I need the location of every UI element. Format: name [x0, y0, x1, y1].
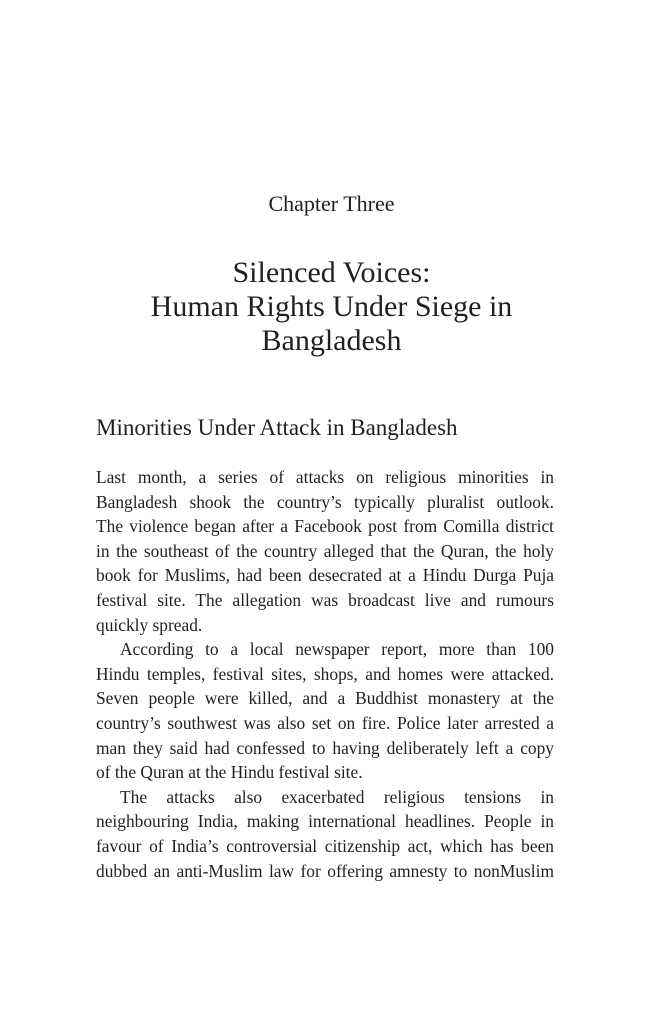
- section-heading: Minorities Under Attack in Bangladesh: [96, 415, 458, 440]
- chapter-title-line: Human Rights Under Siege in: [150, 290, 513, 323]
- body-line: dubbed an anti-Muslim law for offering amnesty to nonMuslim: [96, 860, 554, 881]
- body-line: in the southeast of the country alleged that the Quran, the holy: [96, 540, 554, 561]
- body-line: Hindu temples, festival sites, shops, and homes were attacked.: [96, 663, 554, 684]
- chapter-label: Chapter Three: [268, 191, 395, 216]
- body-text: [96, 465, 554, 883]
- body-line: Last month, a series of attacks on religious minorities in: [96, 467, 554, 487]
- body-line: festival site. The allegation was broadcast live and rumours: [96, 589, 554, 610]
- body-line: quickly spread.: [96, 614, 203, 635]
- chapter-title: [0, 256, 663, 358]
- body-line: book for Muslims, had been desecrated at a Hindu Durga Puja: [96, 565, 554, 586]
- body-line: country’s southwest was also set on fire. Police later arrested a: [96, 712, 554, 733]
- body-line: Seven people were killed, and a Buddhist monastery at the: [96, 688, 554, 709]
- body-line: Bangladesh shook the country’s typically pluralist outlook.: [96, 491, 554, 512]
- body-line: According to a local newspaper report, more than 100: [120, 639, 554, 660]
- body-line: neighbouring India, making international headlines. People in: [96, 811, 554, 832]
- chapter-title-line: Silenced Voices:: [232, 256, 431, 289]
- body-line: man they said had confessed to having deliberately left a copy: [96, 737, 554, 758]
- body-line: The violence began after a Facebook post from Comilla district: [96, 516, 554, 537]
- chapter-title-line: Bangladesh: [261, 324, 402, 357]
- body-line: of the Quran at the Hindu festival site.: [96, 762, 363, 783]
- body-line: The attacks also exacerbated religious tensions in: [120, 786, 554, 807]
- body-line: favour of India’s controversial citizenship act, which has been: [96, 835, 554, 856]
